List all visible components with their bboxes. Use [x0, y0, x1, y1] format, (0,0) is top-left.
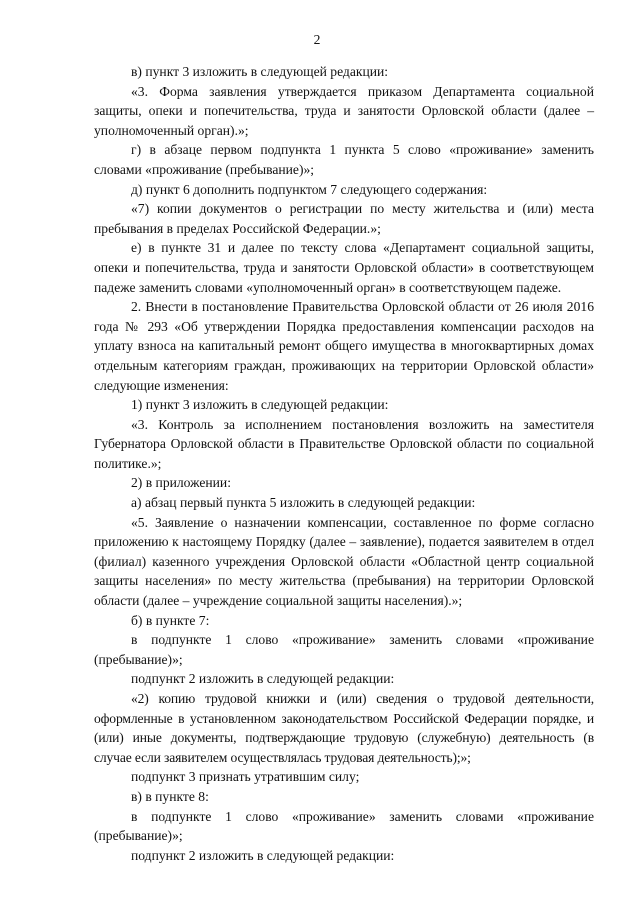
paragraph: «7) копии документов о регистрации по месту жительства и (или) места пребывания в пределах Российской Федерации.»;	[94, 201, 594, 236]
paragraph: б) в пункте 7:	[131, 612, 210, 628]
paragraph: 1) пункт 3 изложить в следующей редакции:	[131, 397, 389, 413]
paragraph: г) в абзаце первом подпункта 1 пункта 5 слово «проживание» заменить словами «проживание (пребывание)»;	[94, 142, 594, 177]
paragraph: в) пункт 3 изложить в следующей редакции:	[131, 64, 389, 79]
paragraph: подпункт 2 изложить в следующей редакции:	[131, 847, 395, 863]
paragraph: д) пункт 6 дополнить подпунктом 7 следующего содержания:	[131, 181, 488, 197]
paragraph: в подпункте 1 слово «проживание» заменить словами «проживание (пребывание)»;	[94, 632, 594, 667]
document-body	[94, 62, 594, 865]
paragraph: а) абзац первый пункта 5 изложить в следующей редакции:	[131, 495, 476, 511]
paragraph: е) в пункте 31 и далее по тексту слова «Департамент социальной защиты, опеки и попечительства, труда и занятости Орловской области» в соответствующем падеже заменить словами «уполномоченный орган» в соответствующем падеже.	[94, 240, 594, 295]
paragraph: «2) копию трудовой книжки и (или) сведения о трудовой деятельности, оформленные в установленном законодательством Российской Федерации порядке, и (или) иные документы, подтверждающие трудовую (служебную) деятельность (в случае если заявителем осуществлялась трудовая деятельность);»;	[94, 691, 594, 765]
paragraph: «3. Контроль за исполнением постановления возложить на заместителя Губернатора Орловской области в Правительстве Орловской области по социальной политике.»;	[94, 416, 594, 471]
paragraph: «5. Заявление о назначении компенсации, составленное по форме согласно приложению к настоящему Порядку (далее – заявление), подается заявителем в отдел (филиал) казенного учреждения Орловской области «Областной центр социальной защиты населения» по месту жительства (пребывания) на территории Орловской области (далее – учреждение социальной защиты населения).»;	[94, 514, 594, 609]
paragraph: 2) в приложении:	[131, 475, 231, 491]
paragraph: в подпункте 1 слово «проживание» заменить словами «проживание (пребывание)»;	[94, 808, 594, 844]
paragraph: в) в пункте 8:	[131, 788, 209, 804]
paragraph: подпункт 2 изложить в следующей редакции:	[131, 671, 395, 687]
paragraph: «3. Форма заявления утверждается приказом Департамента социальной защиты, опеки и попечительства, труда и занятости Орловской области (далее – уполномоченный орган).»;	[94, 83, 594, 138]
page-number: 2	[313, 32, 321, 47]
paragraph: 2. Внести в постановление Правительства Орловской области от 26 июля 2016 года № 293 «Об утверждении Порядка предоставления компенсации расходов на уплату взноса на капитальный ремонт общего имущества в многоквартирных домах отдельным категориям граждан, проживающих на территории Орловской области» следующие изменения:	[94, 299, 594, 393]
paragraph: подпункт 3 признать утратившим силу;	[131, 769, 360, 785]
